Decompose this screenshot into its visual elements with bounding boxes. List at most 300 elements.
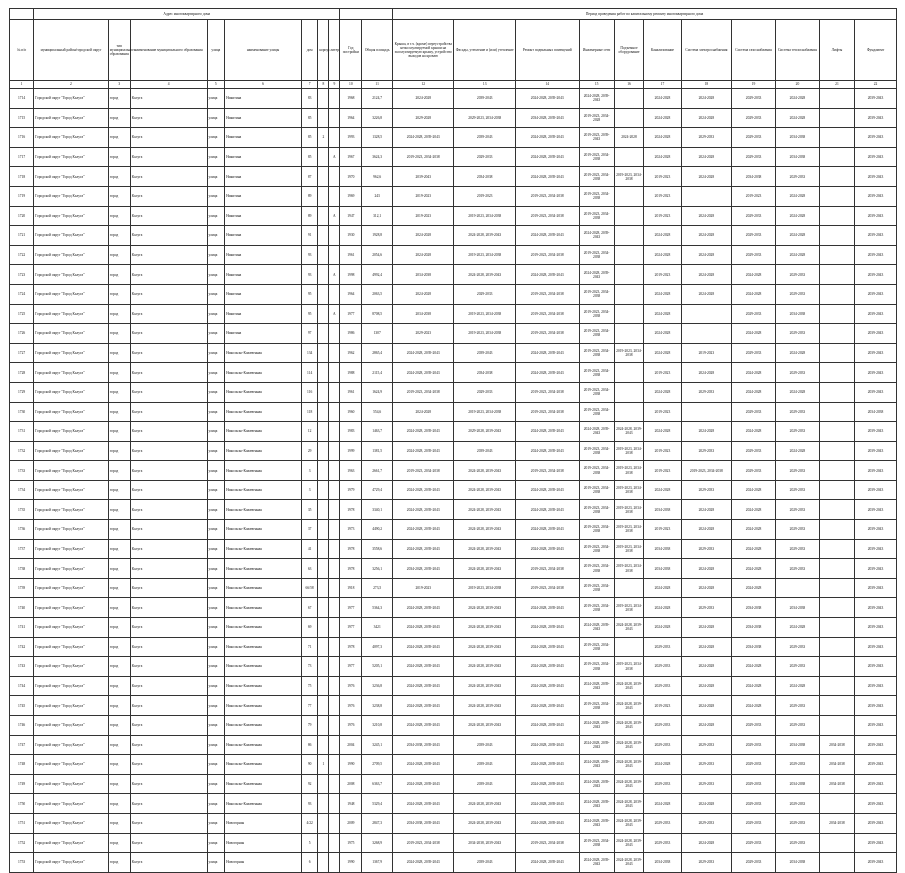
- cell-c20: 2034-2038: [776, 147, 820, 167]
- cell-n: 1752: [10, 833, 34, 853]
- cell-eng: 2019-2023, 2034-2038: [579, 696, 614, 716]
- cell-type: город: [108, 324, 130, 344]
- column-number: 20: [776, 81, 820, 89]
- cell-facade: 2019-2023, 2034-2038: [454, 245, 515, 265]
- cell-street: Никольско-Кожевенная: [225, 441, 302, 461]
- cell-lift: 2019-2023, 2034-2038: [614, 461, 644, 481]
- cell-city: Калуга: [130, 559, 207, 579]
- cell-korp: [318, 520, 329, 540]
- cell-c21: [819, 265, 854, 285]
- cell-c19: 2024-2028: [732, 324, 776, 344]
- cell-c18: 2024-2028: [681, 833, 731, 853]
- cell-n: 1730: [10, 402, 34, 422]
- cell-c21: [819, 167, 854, 187]
- cell-c19: 2029-2033: [732, 833, 776, 853]
- cell-eng: 2019-2023, 2034-2038: [579, 657, 614, 677]
- cell-roof: 2024-2028, 2039-2043: [393, 539, 454, 559]
- cell-city: Калуга: [130, 265, 207, 285]
- cell-lift: 2024-2028, 2039-2043: [614, 422, 644, 442]
- cell-c22: 2039-2043: [855, 735, 897, 755]
- cell-c22: 2039-2043: [855, 128, 897, 148]
- cell-c20: 2029-2033: [776, 833, 820, 853]
- cell-street-type: улица: [207, 637, 225, 657]
- cell-area: 3624,3: [362, 147, 393, 167]
- cell-eng: 2019-2023, 2034-2038: [579, 363, 614, 383]
- cell-type: город: [108, 128, 130, 148]
- cell-area: 1328,5: [362, 128, 393, 148]
- cell-c21: [819, 245, 854, 265]
- cell-c17: 2029-2033: [644, 735, 681, 755]
- cell-c22: 2039-2043: [855, 774, 897, 794]
- cell-basement: 2024-2028, 2039-2043: [515, 676, 579, 696]
- cell-n: 1721: [10, 226, 34, 246]
- cell-lit: [329, 186, 340, 206]
- cell-lit: [329, 735, 340, 755]
- cell-korp: [318, 89, 329, 109]
- cell-street: Никитина: [225, 284, 302, 304]
- cell-area: 2865,4: [362, 343, 393, 363]
- cell-c22: 2039-2043: [855, 853, 897, 873]
- cell-street-type: улица: [207, 108, 225, 128]
- cell-basement: 2024-2028, 2039-2043: [515, 696, 579, 716]
- cell-c21: [819, 461, 854, 481]
- table-row: [10, 559, 897, 579]
- cell-roof: 2024-2028: [393, 245, 454, 265]
- cell-district: Городской округ "Город Калуга": [34, 167, 109, 187]
- cell-city: Калуга: [130, 363, 207, 383]
- cell-type: город: [108, 794, 130, 814]
- cell-n: 1742: [10, 637, 34, 657]
- cell-roof: 2029-2028: [393, 108, 454, 128]
- cell-c19: 2029-2033: [732, 716, 776, 736]
- cell-c22: 2039-2043: [855, 676, 897, 696]
- table-row: [10, 108, 897, 128]
- cell-area: 1624,9: [362, 382, 393, 402]
- cell-house: 118: [301, 402, 317, 422]
- cell-street-type: улица: [207, 578, 225, 598]
- cell-c17: 2019-2023: [644, 167, 681, 187]
- column-number: 22: [855, 81, 897, 89]
- cell-roof: 2024-2028, 2039-2043: [393, 618, 454, 638]
- cell-c21: [819, 108, 854, 128]
- cell-korp: [318, 539, 329, 559]
- cell-facade: 2024-2028, 2039-2043: [454, 480, 515, 500]
- table-row: [10, 755, 897, 775]
- cell-city: Калуга: [130, 500, 207, 520]
- cell-street-type: улица: [207, 657, 225, 677]
- register-sheet: [9, 8, 897, 867]
- cell-c19: 2024-2028: [732, 422, 776, 442]
- column-number: 9: [329, 81, 340, 89]
- cell-roof: 2019-2023, 2034-2038: [393, 461, 454, 481]
- cell-c21: [819, 833, 854, 853]
- cell-basement: 2024-2028, 2039-2043: [515, 716, 579, 736]
- cell-n: 1720: [10, 206, 34, 226]
- cell-c22: 2039-2043: [855, 833, 897, 853]
- cell-c17: 2019-2023: [644, 186, 681, 206]
- cell-street: Никольско-Кожевенная: [225, 618, 302, 638]
- cell-lift: 2019-2023, 2034-2038: [614, 480, 644, 500]
- cell-lit: [329, 676, 340, 696]
- cell-facade: 2019-2023, 2034-2038: [454, 402, 515, 422]
- cell-c20: 2034-2038: [776, 735, 820, 755]
- cell-lift: [614, 186, 644, 206]
- table-row: [10, 618, 897, 638]
- column-header: Подъемное оборудование: [614, 20, 644, 81]
- cell-facade: 2024-2028, 2039-2043: [454, 500, 515, 520]
- cell-n: 1750: [10, 794, 34, 814]
- cell-c19: 2024-2028: [732, 265, 776, 285]
- cell-n: 1729: [10, 382, 34, 402]
- cell-basement: 2019-2023, 2034-2038: [515, 245, 579, 265]
- cell-lit: [329, 578, 340, 598]
- cell-c17: 2024-2028: [644, 304, 681, 324]
- cell-area: 6363,7: [362, 774, 393, 794]
- cell-korp: [318, 284, 329, 304]
- cell-korp: [318, 402, 329, 422]
- cell-house: 116: [301, 382, 317, 402]
- cell-eng: 2019-2023, 2034-2038: [579, 206, 614, 226]
- cell-type: город: [108, 735, 130, 755]
- cell-c21: [819, 363, 854, 383]
- column-number: 3: [108, 81, 130, 89]
- column-number: 19: [732, 81, 776, 89]
- cell-area: 8708,5: [362, 304, 393, 324]
- cell-facade: 2019-2023: [454, 186, 515, 206]
- cell-c22: 2039-2043: [855, 363, 897, 383]
- cell-c17: 2019-2023: [644, 461, 681, 481]
- cell-street-type: улица: [207, 167, 225, 187]
- cell-c17: 2019-2023: [644, 441, 681, 461]
- cell-city: Калуга: [130, 774, 207, 794]
- cell-facade: 2024-2028, 2039-2043: [454, 637, 515, 657]
- cell-year: 1948: [340, 794, 362, 814]
- table-row: [10, 539, 897, 559]
- cell-c18: 2024-2028: [681, 363, 731, 383]
- table-row: [10, 206, 897, 226]
- cell-street-type: улица: [207, 89, 225, 109]
- cell-c17: 2034-2038: [644, 559, 681, 579]
- cell-lift: 2019-2023, 2034-2038: [614, 520, 644, 540]
- column-header: Инженерные сети: [579, 20, 614, 81]
- cell-district: Городской округ "Город Калуга": [34, 833, 109, 853]
- cell-type: город: [108, 284, 130, 304]
- table-row: [10, 813, 897, 833]
- cell-korp: [318, 696, 329, 716]
- cell-year: 1993: [340, 128, 362, 148]
- cell-basement: 2024-2028, 2039-2043: [515, 89, 579, 109]
- cell-lit: [329, 696, 340, 716]
- cell-type: город: [108, 343, 130, 363]
- cell-street-type: улица: [207, 735, 225, 755]
- cell-roof: 2024-2028, 2039-2043: [393, 441, 454, 461]
- cell-n: 1728: [10, 363, 34, 383]
- cell-c18: 2024-2028: [681, 422, 731, 442]
- cell-n: 1734: [10, 480, 34, 500]
- cell-street-type: улица: [207, 422, 225, 442]
- cell-c18: [681, 304, 731, 324]
- cell-basement: 2024-2028, 2039-2043: [515, 735, 579, 755]
- column-number: 10: [340, 81, 362, 89]
- cell-c20: 2029-2033: [776, 637, 820, 657]
- cell-year: 1977: [340, 657, 362, 677]
- cell-type: город: [108, 186, 130, 206]
- column-header: литер: [329, 20, 340, 81]
- cell-house: 6: [301, 853, 317, 873]
- cell-c20: 2024-2028: [776, 89, 820, 109]
- cell-c19: 2029-2033: [732, 206, 776, 226]
- cell-area: 5205,1: [362, 657, 393, 677]
- cell-lit: [329, 833, 340, 853]
- cell-house: 77: [301, 696, 317, 716]
- cell-street-type: улица: [207, 226, 225, 246]
- cell-korp: [318, 304, 329, 324]
- cell-korp: [318, 226, 329, 246]
- cell-c19: 2029-2033: [732, 245, 776, 265]
- cell-c20: 2034-2038: [776, 304, 820, 324]
- cell-c19: 2029-2033: [732, 89, 776, 109]
- cell-n: 1731: [10, 422, 34, 442]
- cell-c20: 2029-2033: [776, 461, 820, 481]
- cell-basement: 2024-2028, 2039-2043: [515, 794, 579, 814]
- cell-c22: 2039-2043: [855, 226, 897, 246]
- cell-c17: 2019-2023: [644, 265, 681, 285]
- cell-street-type: улица: [207, 363, 225, 383]
- table-row: [10, 696, 897, 716]
- cell-c18: 2024-2028: [681, 284, 731, 304]
- cell-c17: 2029-2033: [644, 657, 681, 677]
- cell-street-type: улица: [207, 794, 225, 814]
- cell-district: Городской округ "Город Калуга": [34, 539, 109, 559]
- cell-c22: 2039-2043: [855, 500, 897, 520]
- cell-street: Никольско-Кожевенная: [225, 676, 302, 696]
- cell-c18: 2024-2028: [681, 578, 731, 598]
- cell-lit: [329, 245, 340, 265]
- cell-c21: [819, 520, 854, 540]
- column-number: 2: [34, 81, 109, 89]
- cell-street: Никольско-Кожевенная: [225, 696, 302, 716]
- cell-district: Городской округ "Город Калуга": [34, 422, 109, 442]
- table-row: [10, 637, 897, 657]
- cell-city: Калуга: [130, 108, 207, 128]
- cell-city: Калуга: [130, 696, 207, 716]
- cell-korp: [318, 853, 329, 873]
- cell-street-type: улица: [207, 461, 225, 481]
- cell-lift: 2019-2023, 2034-2038: [614, 500, 644, 520]
- cell-c19: 2024-2028: [732, 559, 776, 579]
- cell-c17: 2029-2033: [644, 716, 681, 736]
- cell-city: Калуга: [130, 206, 207, 226]
- cell-street-type: улица: [207, 696, 225, 716]
- cell-lift: 2024-2028, 2039-2043: [614, 813, 644, 833]
- cell-roof: 2024-2028, 2039-2043: [393, 480, 454, 500]
- cell-year: 1977: [340, 304, 362, 324]
- cell-c20: 2029-2033: [776, 794, 820, 814]
- cell-c21: [819, 89, 854, 109]
- cell-lit: [329, 284, 340, 304]
- cell-street: Никольско-Кожевенная: [225, 657, 302, 677]
- cell-c22: 2039-2043: [855, 89, 897, 109]
- cell-area: 1463,7: [362, 422, 393, 442]
- cell-c21: [819, 186, 854, 206]
- cell-n: 1718: [10, 167, 34, 187]
- column-number: 12: [393, 81, 454, 89]
- cell-c17: 2019-2023: [644, 402, 681, 422]
- cell-c22: 2039-2043: [855, 716, 897, 736]
- cell-house: 93: [301, 245, 317, 265]
- cell-c22: 2039-2043: [855, 813, 897, 833]
- cell-roof: 2024-2028, 2039-2043: [393, 853, 454, 873]
- table-row: [10, 363, 897, 383]
- cell-eng: 2019-2023, 2034-2038: [579, 500, 614, 520]
- column-number-row: [10, 81, 897, 89]
- cell-basement: 2024-2028, 2039-2043: [515, 637, 579, 657]
- cell-facade: 2034-2038, 2039-2043: [454, 833, 515, 853]
- cell-facade: 2024-2028, 2039-2043: [454, 657, 515, 677]
- cell-city: Калуга: [130, 794, 207, 814]
- cell-korp: [318, 245, 329, 265]
- table-body: [10, 89, 897, 873]
- cell-c18: 2019-2023, 2034-2038: [681, 461, 731, 481]
- cell-lit: [329, 716, 340, 736]
- cell-district: Городской округ "Город Калуга": [34, 147, 109, 167]
- cell-korp: [318, 676, 329, 696]
- cell-c17: 2024-2028: [644, 618, 681, 638]
- cell-eng: 2019-2023, 2034-2038: [579, 147, 614, 167]
- cell-house: 73: [301, 657, 317, 677]
- cell-street-type: улица: [207, 833, 225, 853]
- cell-n: 1719: [10, 186, 34, 206]
- cell-c21: [819, 696, 854, 716]
- cell-city: Калуга: [130, 324, 207, 344]
- cell-roof: 2024-2028, 2039-2043: [393, 696, 454, 716]
- column-number: 15: [579, 81, 614, 89]
- cell-area: 2115,4: [362, 363, 393, 383]
- cell-n: 1740: [10, 598, 34, 618]
- cell-lit: [329, 343, 340, 363]
- cell-c19: 2029-2033: [732, 108, 776, 128]
- cell-district: Городской округ "Город Калуга": [34, 284, 109, 304]
- cell-c18: 2024-2028: [681, 147, 731, 167]
- cell-lift: [614, 578, 644, 598]
- group-blank: [10, 9, 34, 20]
- cell-facade: 2024-2028, 2039-2043: [454, 520, 515, 540]
- cell-roof: 2039-2043: [393, 167, 454, 187]
- cell-area: 4992,4: [362, 265, 393, 285]
- column-header: наименование улицы: [225, 20, 302, 81]
- cell-house: 134: [301, 343, 317, 363]
- cell-roof: 2024-2028, 2039-2043: [393, 637, 454, 657]
- cell-n: 1716: [10, 128, 34, 148]
- column-number: 4: [130, 81, 207, 89]
- cell-c21: [819, 382, 854, 402]
- cell-korp: [318, 461, 329, 481]
- cell-city: Калуга: [130, 657, 207, 677]
- cell-street: Никольско-Кожевенная: [225, 402, 302, 422]
- cell-lift: 2019-2023, 2034-2038: [614, 441, 644, 461]
- cell-house: 89: [301, 206, 317, 226]
- table-row: [10, 89, 897, 109]
- cell-n: 1747: [10, 735, 34, 755]
- cell-eng: 2024-2028, 2039-2043: [579, 853, 614, 873]
- cell-facade: 2039-2043: [454, 853, 515, 873]
- cell-c18: 2024-2028: [681, 206, 731, 226]
- cell-street: Никольско-Кожевенная: [225, 637, 302, 657]
- cell-eng: 2019-2023, 2034-2038: [579, 382, 614, 402]
- cell-eng: 2024-2028, 2039-2043: [579, 618, 614, 638]
- cell-year: 1990: [340, 853, 362, 873]
- cell-house: 12: [301, 422, 317, 442]
- cell-street: Никольско-Кожевенная: [225, 559, 302, 579]
- cell-lit: [329, 402, 340, 422]
- cell-korp: [318, 206, 329, 226]
- column-number: 14: [515, 81, 579, 89]
- cell-type: город: [108, 147, 130, 167]
- cell-area: 4729,4: [362, 480, 393, 500]
- cell-n: 1753: [10, 853, 34, 873]
- cell-c19: 2029-2033: [732, 343, 776, 363]
- cell-city: Калуга: [130, 755, 207, 775]
- cell-house: 93: [301, 794, 317, 814]
- cell-facade: 2019-2023, 2034-2038: [454, 324, 515, 344]
- table-row: [10, 226, 897, 246]
- cell-c19: 2029-2033: [732, 813, 776, 833]
- cell-c20: 2024-2028: [776, 206, 820, 226]
- cell-korp: [318, 598, 329, 618]
- cell-city: Калуга: [130, 167, 207, 187]
- column-number: 8: [318, 81, 329, 89]
- cell-type: город: [108, 716, 130, 736]
- cell-district: Городской округ "Город Калуга": [34, 343, 109, 363]
- cell-street-type: улица: [207, 304, 225, 324]
- cell-c21: [819, 343, 854, 363]
- table-row: [10, 500, 897, 520]
- cell-c18: 2024-2028: [681, 676, 731, 696]
- cell-roof: 2019-2023, 2034-2038: [393, 382, 454, 402]
- cell-type: город: [108, 206, 130, 226]
- cell-city: Калуга: [130, 853, 207, 873]
- cell-lit: [329, 853, 340, 873]
- cell-house: 85: [301, 108, 317, 128]
- cell-street: Никитина: [225, 226, 302, 246]
- cell-c20: 2034-2038: [776, 774, 820, 794]
- cell-c19: 2029-2033: [732, 735, 776, 755]
- cell-c20: 2024-2028: [776, 618, 820, 638]
- cell-basement: 2024-2028, 2039-2043: [515, 265, 579, 285]
- cell-district: Городской округ "Город Калуга": [34, 500, 109, 520]
- cell-c18: 2029-2033: [681, 128, 731, 148]
- cell-n: 1737: [10, 539, 34, 559]
- cell-year: 1979: [340, 480, 362, 500]
- cell-facade: 2024-2028, 2039-2043: [454, 461, 515, 481]
- cell-c22: 2039-2043: [855, 578, 897, 598]
- cell-c19: 2024-2028: [732, 657, 776, 677]
- cell-lift: 2024-2028, 2039-2043: [614, 794, 644, 814]
- cell-lift: [614, 637, 644, 657]
- table-row: [10, 382, 897, 402]
- cell-house: 95: [301, 284, 317, 304]
- cell-year: 1962: [340, 343, 362, 363]
- cell-c19: 2024-2028: [732, 539, 776, 559]
- cell-basement: 2024-2028, 2039-2043: [515, 441, 579, 461]
- cell-city: Калуга: [130, 598, 207, 618]
- cell-street: Никольско-Кожевенная: [225, 735, 302, 755]
- cell-district: Городской округ "Город Калуга": [34, 128, 109, 148]
- cell-c18: 2029-2033: [681, 813, 731, 833]
- cell-district: Городской округ "Город Калуга": [34, 186, 109, 206]
- cell-c21: [819, 324, 854, 344]
- cell-basement: 2024-2028, 2039-2043: [515, 343, 579, 363]
